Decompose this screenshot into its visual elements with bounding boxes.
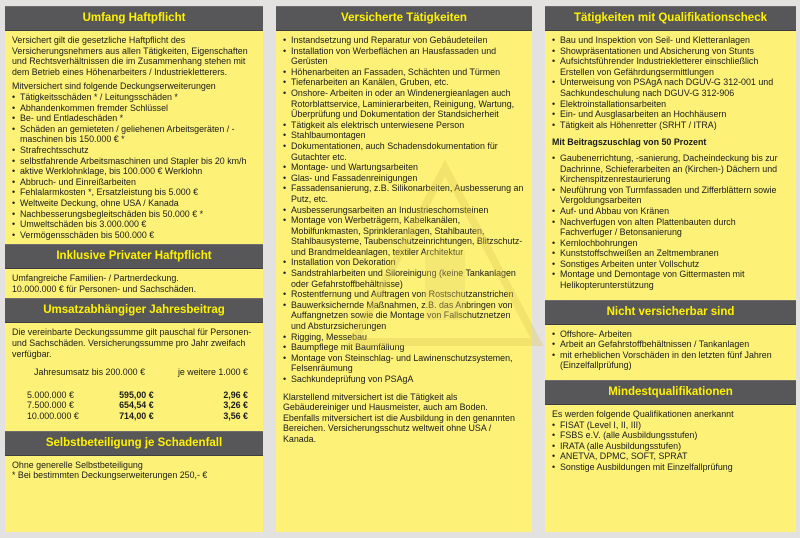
section-deductible bbox=[5, 456, 263, 485]
premium-base: 654,54 € bbox=[119, 400, 154, 411]
list-item: • Weltweite Deckung, ohne USA / Kanada bbox=[12, 198, 257, 209]
insured-activities-footer: Klarstellend mitversichert ist die Tätigkeit als Gebäudereiniger und Hausmeister, auch am Boden. Ebenfalls mitversichert ist die Ausbildung in den genannten Bereichen. Versicherungsschutz weltweit ohne USA / Kanada. bbox=[283, 391, 515, 444]
premium-header-extra: je weitere 1.000 € bbox=[177, 367, 248, 378]
list-item: • Fassadensanierung, z.B. Silikonarbeiten, Ausbesserung an Putz, etc. bbox=[283, 183, 526, 204]
list-item: • ANETVA, DPMC, SOFT, SPRAT bbox=[552, 451, 790, 462]
list-item: • Vermögensschäden bis 500.000 € bbox=[12, 230, 257, 241]
list-item: • Glas- und Fassadenreinigungen bbox=[283, 173, 526, 184]
list-item: • Tiefenarbeiten an Kanälen, Gruben, etc. bbox=[283, 77, 526, 88]
private-liability-line: Umfangreiche Familien- / Partnerdeckung. bbox=[12, 273, 179, 284]
list-item: • Bau und Inspektion von Seil- und Kletteranlagen bbox=[552, 35, 790, 46]
list-item: • Strafrechtsschutz bbox=[12, 145, 257, 156]
list-item: • Höhenarbeiten an Fassaden, Schächten und Türmen bbox=[283, 67, 526, 78]
section-header-deductible: Selbstbeteiligung je Schadenfall bbox=[5, 431, 263, 456]
list-item: • Elektroinstallationsarbeiten bbox=[552, 99, 790, 110]
section-not-insurable bbox=[545, 325, 796, 380]
min-qualifications-list bbox=[552, 420, 790, 473]
scope-intro: Versichert gilt die gesetzliche Haftpflicht des Versicherungsnehmers aus allen Tätigkeiten, Eigenschaften und Rechtsverhältnissen die im Zusammenhang stehen mit dem Betrieb eines Höhenarbeiters / Industriekletterers. bbox=[12, 35, 248, 77]
premium-base: 714,00 € bbox=[119, 411, 154, 422]
list-item: • Auf- und Abbau von Kränen bbox=[552, 206, 790, 217]
section-annual-premium bbox=[5, 323, 263, 430]
list-item: • Abhandenkommen fremder Schlüssel bbox=[12, 103, 257, 114]
premium-sum: 7.500.000 € bbox=[27, 400, 74, 411]
list-item: • Gaubenerrichtung, -sanierung, Dacheindeckung bis zur Dachrinne, Schieferarbeiten an (Kirchen-) Dächern und Kirchenspitzenrestaurierung bbox=[552, 153, 790, 185]
premium-header-revenue: Jahresumsatz bis 200.000 € bbox=[34, 367, 146, 378]
list-item: • Nachverfugen von alten Plattenbauten durch Fachverfuger / Betonsanierung bbox=[552, 217, 790, 238]
list-item: • Rigging, Messebau bbox=[283, 332, 526, 343]
list-item: • mit erheblichen Vorschäden in den letzten fünf Jahren (Einzelfallprüfung) bbox=[552, 350, 790, 371]
list-item: • IRATA (alle Ausbildungsstufen) bbox=[552, 441, 790, 452]
section-insured-activities bbox=[276, 31, 532, 453]
insured-activities-list bbox=[283, 35, 526, 385]
list-item: • FSBS e.V. (alle Ausbildungsstufen) bbox=[552, 430, 790, 441]
section-qualification-check bbox=[545, 31, 796, 300]
private-liability-line: 10.000.000 € für Personen- und Sachschäden. bbox=[12, 283, 197, 294]
table-row bbox=[12, 390, 248, 401]
list-item: • Be- und Entladeschäden * bbox=[12, 113, 257, 124]
list-item: • Montage von Werbeträgern, Kabelkanälen, Mobilfunkmasten, Sprinkleranlagen, Stahlbauten, Stahlbausysteme, Taubenschutzeinrichtungen, Blitzschutz- und Brandmeldeanlagen, textiler Architektur bbox=[283, 215, 526, 257]
list-item: • Kunststoffschweißen an Zeltmembranen bbox=[552, 248, 790, 259]
premium-extra: 2,96 € bbox=[223, 389, 248, 400]
list-item: • Aufsichtsführender Industriekletterer einschließlich Erstellen von Gefährdungsermittlungen bbox=[552, 56, 790, 77]
list-item: • Sachkundeprüfung von PSAgA bbox=[283, 374, 526, 385]
premium-text: Die vereinbarte Deckungssumme gilt pauschal für Personen- und Sachschäden. Versicherungssumme pro Jahr zweifach verfügbar. bbox=[12, 327, 252, 359]
premium-table-header bbox=[12, 367, 248, 390]
table-row bbox=[12, 400, 248, 411]
list-item: • Abbruch- und Einreißarbeiten bbox=[12, 177, 257, 188]
surcharge-list bbox=[552, 153, 790, 291]
not-insurable-list bbox=[552, 329, 790, 371]
list-item: • Ein- und Ausglasarbeiten an Hochhäusern bbox=[552, 109, 790, 120]
list-item: • Unterweisung von PSAgA nach DGUV-G 312-001 und Sachkundeschulung nach DGUV-G 312-906 bbox=[552, 77, 790, 98]
list-item: • Sonstiges Arbeiten unter Vollschutz bbox=[552, 259, 790, 270]
premium-sum: 10.000.000 € bbox=[27, 411, 79, 422]
list-item: • Tätigkeitsschäden * / Leitungsschäden * bbox=[12, 92, 257, 103]
list-item: • Installation von Dekoration bbox=[283, 257, 526, 268]
list-item: • Sandstrahlarbeiten und Siloreinigung (keine Tankanlagen oder Gefahrstoffbehältnisse) bbox=[283, 268, 526, 289]
list-item: • Bauwerksichernde Maßnahmen, z.B. das Anbringen von Auffangnetzen sowie die Montage von Fallschutznetzen und Absturzsicherungen bbox=[283, 300, 526, 332]
section-header-insured-activities: Versicherte Tätigkeiten bbox=[276, 6, 532, 31]
list-item: • Tätigkeit als elektrisch unterwiesene Person bbox=[283, 120, 526, 131]
list-item: • Fehlalarmkosten *, Ersatzleistung bis 5.000 € bbox=[12, 187, 257, 198]
list-item: • Installation von Werbeflächen an Hausfassaden und Gerüsten bbox=[283, 46, 526, 67]
premium-base: 595,00 € bbox=[119, 389, 154, 400]
section-header-qualification-check: Tätigkeiten mit Qualifikationscheck bbox=[545, 6, 796, 31]
list-item: • Stahlbaumontagen bbox=[283, 130, 526, 141]
list-item: • Showpräsentationen und Absicherung von Stunts bbox=[552, 46, 790, 57]
list-item: • Baumpflege mit Baumfällung bbox=[283, 342, 526, 353]
column-qualification bbox=[545, 6, 796, 532]
list-item: • Onshore- Arbeiten in oder an Windenergieanlagen auch Rotorblattservice, Laminierarbeiten, Reinigung, Wartung, Überprüfung und Dokumentation der Standsicherheit bbox=[283, 88, 526, 120]
section-header-not-insurable: Nicht versicherbar sind bbox=[545, 300, 796, 325]
premium-extra: 3,26 € bbox=[223, 400, 248, 411]
list-item: • aktive Werklohnklage, bis 100.000 € Werklohn bbox=[12, 166, 257, 177]
section-header-annual-premium: Umsatzabhängiger Jahresbeitrag bbox=[5, 298, 263, 323]
list-item: • Arbeit an Gefahrstoffbehältnissen / Tankanlagen bbox=[552, 339, 790, 350]
section-min-qualifications bbox=[545, 405, 796, 477]
list-item: • FISAT (Level I, II, III) bbox=[552, 420, 790, 431]
list-item: • Offshore- Arbeiten bbox=[552, 329, 790, 340]
table-row bbox=[12, 411, 248, 422]
list-item: • Umweltschäden bis 3.000.000 € bbox=[12, 219, 257, 230]
list-item: • Rostentfernung und Auftragen von Rostschutzanstrichen bbox=[283, 289, 526, 300]
list-item: • Montage von Steinschlag- und Lawinenschutzsystemen, Felsenräumung bbox=[283, 353, 526, 374]
section-header-min-qualifications: Mindestqualifikationen bbox=[545, 380, 796, 405]
list-item: • Nachbesserungsbegleitschäden bis 50.000 € * bbox=[12, 209, 257, 220]
list-item: • Neuführung von Turmfassaden und Zifferblättern sowie Vergoldungsarbeiten bbox=[552, 185, 790, 206]
min-qualifications-lead: Es werden folgende Qualifikationen anerkannt bbox=[552, 409, 734, 420]
coverage-extensions-lead: Mitversichert sind folgende Deckungserweiterungen bbox=[12, 81, 216, 92]
deductible-line: * Bei bestimmten Deckungserweiterungen 250,- € bbox=[12, 470, 208, 481]
section-private-liability bbox=[5, 269, 263, 298]
deductible-line: Ohne generelle Selbstbeteiligung bbox=[12, 459, 143, 470]
section-header-scope: Umfang Haftpflicht bbox=[5, 6, 263, 31]
section-header-private-liability: Inklusive Privater Haftpflicht bbox=[5, 244, 263, 269]
coverage-extensions-list bbox=[12, 92, 257, 240]
surcharge-subtitle: Mit Beitragszuschlag von 50 Prozent bbox=[552, 137, 707, 148]
column-insured-activities bbox=[276, 6, 532, 532]
list-item: • Sonstige Ausbildungen mit Einzelfallprüfung bbox=[552, 462, 790, 473]
list-item: • selbstfahrende Arbeitsmaschinen und Stapler bis 20 km/h bbox=[12, 156, 257, 167]
list-item: • Kernlochbohrungen bbox=[552, 238, 790, 249]
section-scope bbox=[5, 31, 263, 244]
list-item: • Ausbesserungsarbeiten an Industrieschornsteinen bbox=[283, 205, 526, 216]
premium-table bbox=[12, 367, 248, 421]
list-item: • Dokumentationen, auch Schadensdokumentation für Gutachter etc. bbox=[283, 141, 526, 162]
premium-sum: 5.000.000 € bbox=[27, 389, 74, 400]
list-item: • Tätigkeit als Höhenretter (SRHT / ITRA) bbox=[552, 120, 790, 131]
list-item: • Montage und Demontage von Gittermasten mit Helikopterunterstützung bbox=[552, 269, 790, 290]
list-item: • Montage- und Wartungsarbeiten bbox=[283, 162, 526, 173]
column-liability bbox=[5, 6, 263, 532]
list-item: • Instandsetzung und Reparatur von Gebäudeteilen bbox=[283, 35, 526, 46]
qualification-check-list bbox=[552, 35, 790, 130]
premium-extra: 3,56 € bbox=[223, 411, 248, 422]
list-item: • Schäden an gemieteten / geliehenen Arbeitsgeräten / -maschinen bis 150.000 € * bbox=[12, 124, 257, 145]
